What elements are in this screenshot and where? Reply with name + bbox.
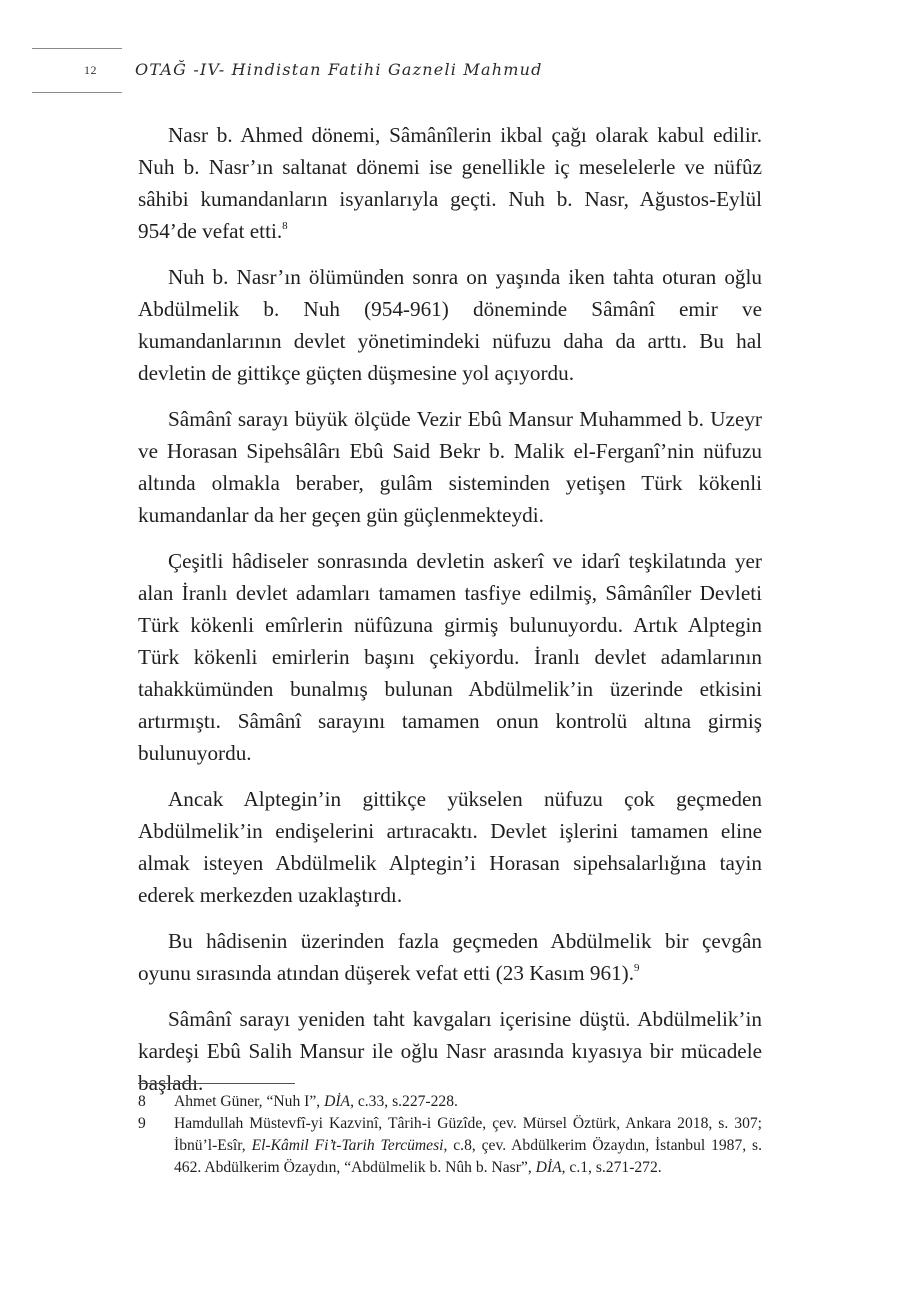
footnote (138, 1113, 762, 1179)
footnote-text: Hamdullah Müstevfî-yi Kazvinî, Târih-i Güzîde, çev. Mürsel Öztürk, Ankara 2018, s. 307; İbnü’l-Esîr, El-Kâmil Fi’t-Tarih Tercümesi, c.8, çev. Abdülkerim Özaydın, İstanbul 1987, s. 462. Abdülkerim Özaydın, “Abdülmelik b. Nûh b. Nasr”, DİA, c.1, s.271-272. (174, 1115, 762, 1176)
footnote-separator (138, 1083, 295, 1084)
paragraph: Ancak Alptegin’in gittikçe yükselen nüfuzu çok geçmeden Abdülmelik’in endişelerini artıracaktı. Devlet işlerini tamamen eline almak isteyen Abdülmelik Alptegin’i Horasan sipehsalarlığına tayin ederek merkezden uzaklaştırdı. (138, 787, 762, 907)
paragraph: Nasr b. Ahmed dönemi, Sâmânîlerin ikbal çağı olarak kabul edilir. Nuh b. Nasr’ın saltanat dönemi ise genellikle iç meselelerle ve nüfûz sâhibi kumandanların isyanlarıyla geçti. Nuh b. Nasr, Ağustos-Eylül 954’de vefat etti.$^8$ (138, 123, 762, 243)
running-title: OTAĞ -IV- Hindistan Fatihi Gazneli Mahmud (135, 60, 543, 79)
paragraph: Nuh b. Nasr’ın ölümünden sonra on yaşında iken tahta oturan oğlu Abdülmelik b. Nuh (954-961) döneminde Sâmânî emir ve kumandanlarının devlet yönetimindeki nüfuzu daha da arttı. Bu hal devletin de gittikçe güçten düşmesine yol açıyordu. (138, 265, 762, 385)
header-rule-top (32, 48, 122, 49)
paragraph: Sâmânî sarayı yeniden taht kavgaları içerisine düştü. Abdülmelik’in kardeşi Ebû Salih Mansur ile oğlu Nasr arasında kıyasıya bir mücadele başladı. (138, 1007, 762, 1095)
footnote-ref[interactable]: 8 (282, 219, 288, 232)
body-text (138, 119, 762, 1113)
footnotes (138, 1091, 762, 1179)
page-number: 12 (84, 63, 97, 77)
paragraph: Sâmânî sarayı büyük ölçüde Vezir Ebû Mansur Muhammed b. Uzeyr ve Horasan Sipehsâlârı Ebû Said Bekr b. Malik el-Ferganî’nin nüfuzu altında olmakla beraber, gulâm sisteminden yetişen Türk kökenli kumandanlar da her geçen gün güçlenmekteydi. (138, 407, 762, 527)
footnote (138, 1091, 762, 1113)
footnote-ref[interactable]: 9 (634, 961, 640, 974)
footnote-number: 9 (138, 1115, 146, 1132)
footnote-number: 8 (138, 1093, 146, 1110)
header-rule-bottom (32, 92, 122, 93)
paragraph: Bu hâdisenin üzerinden fazla geçmeden Abdülmelik bir çevgân oyunu sırasında atından düşerek vefat etti (23 Kasım 961).$^9$ (138, 929, 762, 985)
footnote-text: Ahmet Güner, “Nuh I”, DİA, c.33, s.227-228. (174, 1093, 458, 1110)
paragraph: Çeşitli hâdiseler sonrasında devletin askerî ve idarî teşkilatında yer alan İranlı devlet adamları tamamen tasfiye edilmiş, Sâmânîler Devleti Türk kökenli emîrlerin nüfûzuna girmiş bulunuyordu. Artık Alptegin Türk kökenli emirlerin başını çekiyordu. İranlı devlet adamlarının tahakkümünden bunalmış bulunan Abdülmelik’in üzerinde etkisini artırmıştı. Sâmânî sarayını tamamen onun kontrolü altına girmiş bulunuyordu. (138, 549, 762, 765)
